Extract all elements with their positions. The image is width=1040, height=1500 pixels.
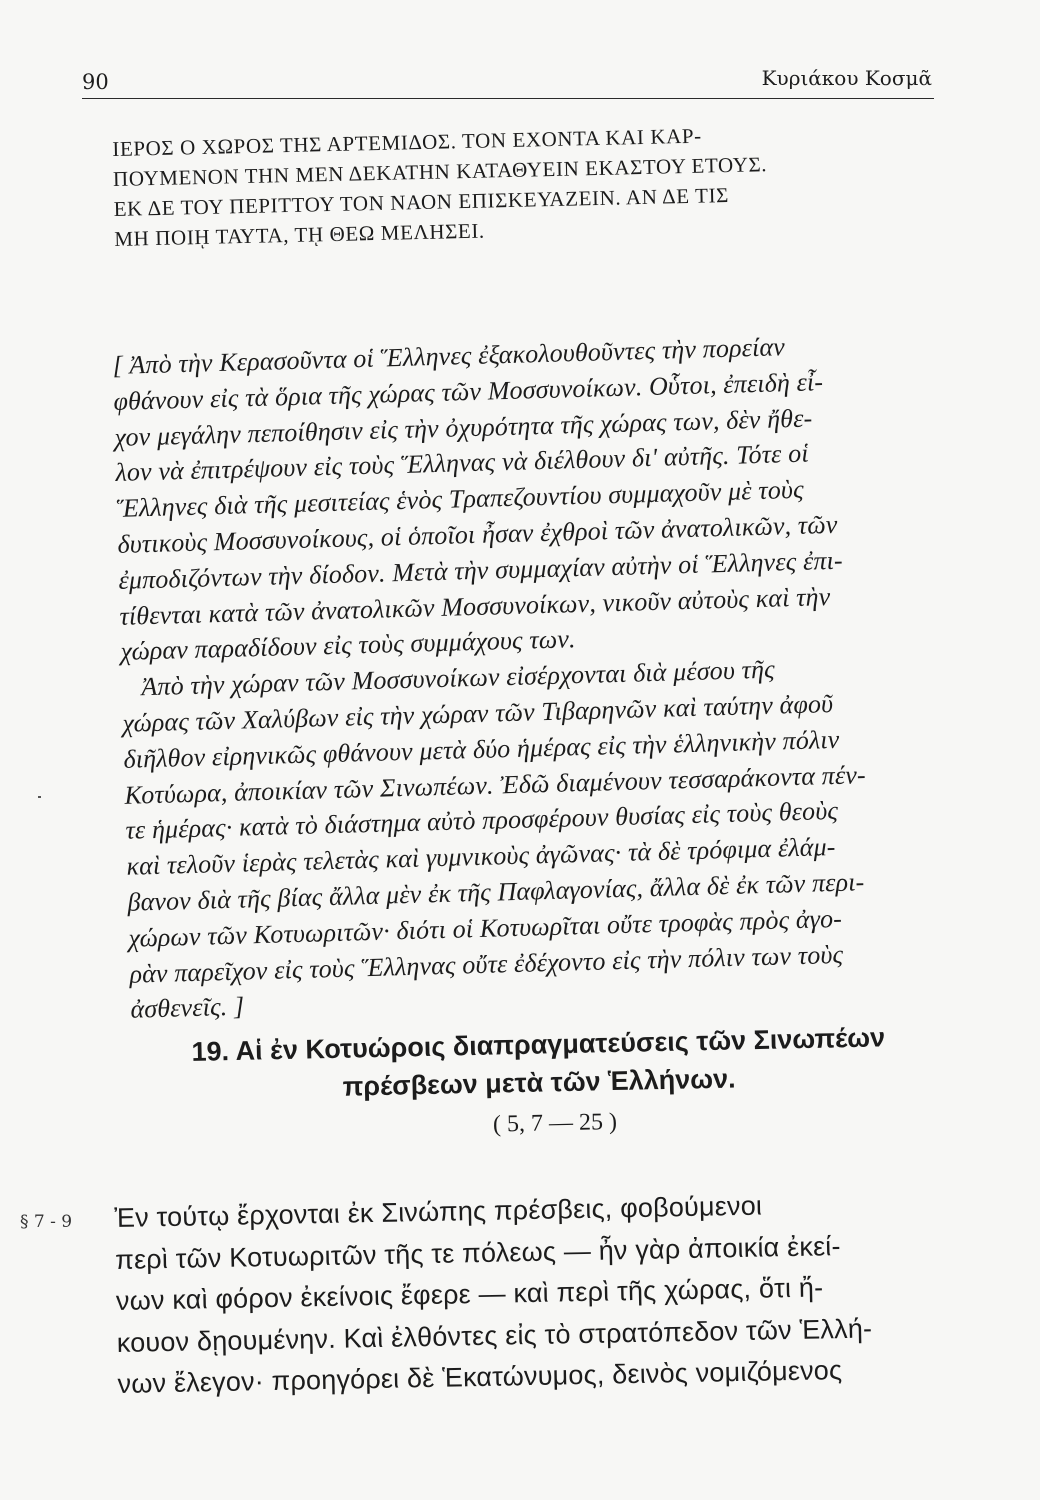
summary-line: [ Ἀπὸ τὴν Κερασοῦντα οἱ Ἕλληνες ἐξακολουθοῦντες τὴν πορείαν (112, 332, 786, 380)
summary-line: ρὰν παρεῖχον εἰς τοὺς Ἕλληνας οὔτε ἐδέχοντο εἰς τὴν πόλιν των τοὺς (129, 939, 844, 989)
inscription-line: ΕΚ ΔΕ ΤΟΥ ΠΕΡΙΤΤΟΥ ΤΟΝ ΝΑΟΝ ΕΠΙΣΚΕΥΑΖΕΙΝ. ΑΝ ΔΕ ΤΙΣ (113, 183, 730, 221)
summary-line: δυτικοὺς Μοσσυνοίκους, οἱ ὁποῖοι ἦσαν ἐχθροὶ τῶν ἀνατολικῶν, τῶν (117, 509, 838, 559)
author-running-head: Κυριάκου Κοσμᾶ (761, 66, 932, 90)
inscription-line: ΠΟΥΜΕΝΟΝ ΤΗΝ ΜΕΝ ΔΕΚΑΤΗΝ ΚΑΤΑΘΥΕΙΝ ΕΚΑΣΤΟΥ ΕΤΟΥΣ. (112, 152, 768, 191)
summary-line: τε ἡμέρας· κατὰ τὸ διάστημα αὐτὸ προσφέρουν θυσίας εἰς τοὺς θεοὺς (125, 796, 839, 846)
page-number: 90 (82, 70, 109, 94)
summary-line: Ἕλληνες διὰ τῆς μεσιτείας ἑνὸς Τραπεζουντίου συμμαχοῦν μὲ τοὺς (116, 474, 805, 524)
section-reference: ( 5, 7 — 25 ) (492, 1108, 618, 1138)
summary-line: χώραν παραδίδουν εἰς τοὺς συμμάχους των. (120, 624, 576, 667)
section-title-line-1: 19. Αἱ ἐν Κοτυώροις διαπραγματεύσεις τῶν Σινωπέων (191, 1022, 886, 1067)
summary-line: ἐμποδιζόντων τὴν δίοδον. Μετὰ τὴν συμμαχίαν αὐτὴν οἱ Ἕλληνες ἐπι- (118, 545, 844, 595)
summary-line: τίθενται κατὰ τῶν ἀνατολικῶν Μοσσυνοίκων, νικοῦν αὐτοὺς καὶ τὴν (119, 581, 831, 631)
summary-paragraph (112, 325, 961, 1028)
print-speck (38, 796, 41, 798)
greek-text-line: περὶ τῶν Κοτυωριτῶν τῆς τε πόλεως — ἦν γὰρ ἀποικία ἐκεί- (114, 1230, 841, 1275)
summary-line: φθάνουν εἰς τὰ ὅρια τῆς χώρας τῶν Μοσσυνοίκων. Οὗτοι, ἐπειδὴ εἶ- (113, 366, 824, 416)
section-heading (138, 1017, 940, 1154)
running-head (82, 62, 934, 99)
margin-paragraph-reference: § 7 - 9 (20, 1212, 73, 1232)
inscription-block (112, 115, 937, 254)
greek-text-line: νων ἔλεγον· προηγόρει δὲ Ἑκατώνυμος, δεινὸς νομιζόμενος (117, 1355, 843, 1399)
summary-line: χώρας τῶν Χαλύβων εἰς τὴν χώραν τῶν Τιβαρηνῶν καὶ ταύτην ἀφοῦ (122, 688, 834, 738)
greek-text-line: νων καὶ φόρον ἐκείνοις ἔφερε — καὶ περὶ τῆς χώρας, ὅτι ἤ- (115, 1272, 824, 1316)
summary-line: Κοτύωρα, ἀποικίαν τῶν Σινωπέων. Ἐδῶ διαμένουν τεσσαράκοντα πέν- (124, 759, 867, 810)
summary-line: Ἀπὸ τὴν χώραν τῶν Μοσσυνοίκων εἰσέρχονται διὰ μέσου τῆς (121, 654, 776, 703)
greek-text-line: Ἐν τούτῳ ἔρχονται ἐκ Σινώπης πρέσβεις, φοβούμενοι (114, 1190, 763, 1233)
summary-line: ἀσθενεῖς. ] (130, 991, 245, 1025)
greek-text-line: κουον δῃουμένην. Καὶ ἐλθόντες εἰς τὸ στρατόπεδον τῶν Ἑλλή- (116, 1312, 873, 1358)
summary-line: χον μεγάλην πεποίθησιν εἰς τὴν ὀχυρότητα τῆς χώρας των, δὲν ἤθε- (114, 403, 813, 452)
inscription-line: ΙΕΡΟΣ Ο ΧΩΡΟΣ ΤΗΣ ΑΡΤΕΜΙΔΟΣ. ΤΟΝ ΕΧΟΝΤΑ ΚΑΙ ΚΑΡ- (112, 123, 702, 161)
summary-line: διῆλθον εἰρηνικῶς φθάνουν μετὰ δύο ἡμέρας εἰς τὴν ἑλληνικὴν πόλιν (123, 724, 840, 774)
greek-text-block (114, 1182, 948, 1405)
section-title-line-2: πρέσβεων μετὰ τῶν Ἑλλήνων. (342, 1063, 736, 1102)
summary-line: βανον διὰ τῆς βίας ἄλλα μὲν ἐκ τῆς Παφλαγονίας, ἄλλα δὲ ἐκ τῶν περι- (127, 867, 865, 917)
summary-line: καὶ τελοῦν ἱερὰς τελετὰς καὶ γυμνικοὺς ἀγῶνας· τὰ δὲ τρόφιμα ἐλάμ- (126, 832, 836, 881)
summary-line: λον νὰ ἐπιτρέψουν εἰς τοὺς Ἕλληνας νὰ διέλθουν δι' αὐτῆς. Τότε οἱ (115, 438, 810, 488)
inscription-line: ΜΗ ΠΟΙῌ ΤΑΥΤΑ, Τῌ ΘΕΩ ΜΕΛΗΣΕΙ. (114, 218, 486, 251)
summary-line: χώρων τῶν Κοτυωριτῶν· διότι οἱ Κοτυωρῖται οὔτε τροφὰς πρὸς ἀγο- (128, 903, 843, 953)
